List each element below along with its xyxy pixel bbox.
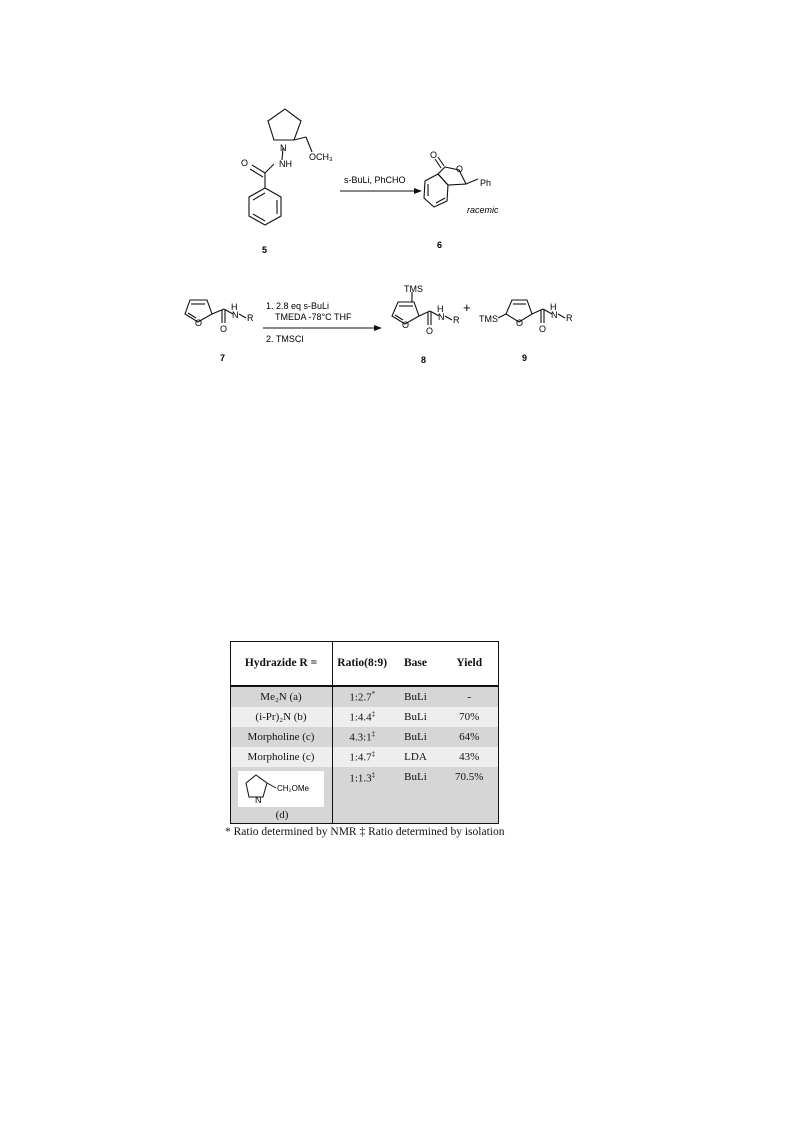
- cell-yield: 64%: [440, 727, 499, 747]
- compound-9-label: 9: [522, 353, 528, 363]
- compound-8-label: 8: [421, 355, 427, 365]
- carbonyl-o-label-7: O: [220, 324, 228, 334]
- tms-label-9: TMS: [479, 314, 498, 324]
- step2-text: 2. TMSCl: [266, 334, 304, 344]
- carbonyl-o-label: O: [430, 150, 438, 160]
- cell-base: LDA: [391, 747, 439, 767]
- scheme-2: [0, 0, 793, 400]
- carbonyl-o-label-8: O: [426, 326, 434, 336]
- ph-label: Ph: [480, 178, 492, 188]
- results-table: [230, 641, 499, 823]
- cell-hydrazide: Me₂N (a): [230, 686, 333, 707]
- cell-hydrazide: Morpholine (c): [230, 747, 333, 767]
- table-row: [230, 727, 499, 747]
- cell-yield: 70.5%: [440, 767, 499, 823]
- tms-label-8: TMS: [404, 284, 423, 294]
- n-label: N: [280, 143, 287, 153]
- pyrrolidine-structure-box: [238, 771, 324, 807]
- n-label-9: N: [551, 310, 558, 320]
- cell-base: BuLi: [391, 686, 439, 707]
- step1-line1: 1. 2.8 eq s-BuLi: [266, 301, 330, 311]
- cell-hydrazide-structure: [230, 767, 333, 823]
- r-label-9: R: [566, 313, 573, 323]
- nh-label: NH: [279, 159, 292, 169]
- pyrrolidine-structure: [238, 771, 324, 807]
- n-label-d: N: [255, 795, 262, 805]
- cell-ratio: 4.3:1‡: [333, 727, 392, 747]
- h-label-9: H: [550, 302, 557, 312]
- o-label: O: [241, 158, 249, 168]
- reagent-text: s-BuLi, PhCHO: [344, 175, 406, 185]
- table-header-row: [230, 641, 499, 686]
- r-label-7: R: [247, 313, 254, 323]
- r-label-8: R: [453, 315, 460, 325]
- cell-base: BuLi: [391, 707, 439, 727]
- header-ratio: Ratio(8:9): [333, 641, 392, 686]
- cell-ratio: 1:4.4‡: [333, 707, 392, 727]
- n-label-8: N: [438, 312, 445, 322]
- furan-o-label: O: [195, 318, 203, 328]
- cell-hydrazide-label: (d): [275, 809, 289, 821]
- furan-o-label-9: O: [516, 318, 524, 328]
- header-yield: Yield: [440, 641, 499, 686]
- header-base: Base: [391, 641, 439, 686]
- compound-7-label: 7: [220, 353, 226, 363]
- table-footnote: * Ratio determined by NMR ‡ Ratio determined by isolation: [225, 826, 505, 838]
- ch2ome-label: CH₂OMe: [277, 784, 309, 793]
- cell-base: BuLi: [391, 727, 439, 747]
- h-label-8: H: [437, 304, 444, 314]
- carbonyl-o-label-9: O: [539, 324, 547, 334]
- cell-yield: -: [440, 686, 499, 707]
- cell-ratio: 1:1.3‡: [333, 767, 392, 823]
- cell-ratio: 1:2.7*: [333, 686, 392, 707]
- header-hydrazide: Hydrazide R =: [230, 641, 333, 686]
- ring-o-label: O: [456, 164, 464, 174]
- cell-yield: 70%: [440, 707, 499, 727]
- table-row: [230, 686, 499, 707]
- table-row: [230, 707, 499, 727]
- cell-ratio: 1:4.7‡: [333, 747, 392, 767]
- furan-o-label-8: O: [402, 320, 410, 330]
- n-label-7: N: [232, 310, 239, 320]
- compound-5-label: 5: [262, 245, 268, 255]
- cell-hydrazide: (i-Pr)₂N (b): [230, 707, 333, 727]
- methoxy-label: OCH₃: [309, 152, 333, 162]
- cell-base: BuLi: [391, 767, 439, 823]
- cell-hydrazide: Morpholine (c): [230, 727, 333, 747]
- h-label-7: H: [231, 302, 238, 312]
- compound-6-label: 6: [437, 240, 443, 250]
- racemic-label: racemic: [467, 205, 499, 215]
- cell-yield: 43%: [440, 747, 499, 767]
- table-row: [230, 747, 499, 767]
- plus-sign: +: [463, 300, 471, 315]
- step1-line2: TMEDA -78°C THF: [275, 312, 352, 322]
- table-row: [230, 767, 499, 823]
- arrow-head-icon-2: [374, 325, 382, 331]
- results-table-container: [230, 641, 499, 824]
